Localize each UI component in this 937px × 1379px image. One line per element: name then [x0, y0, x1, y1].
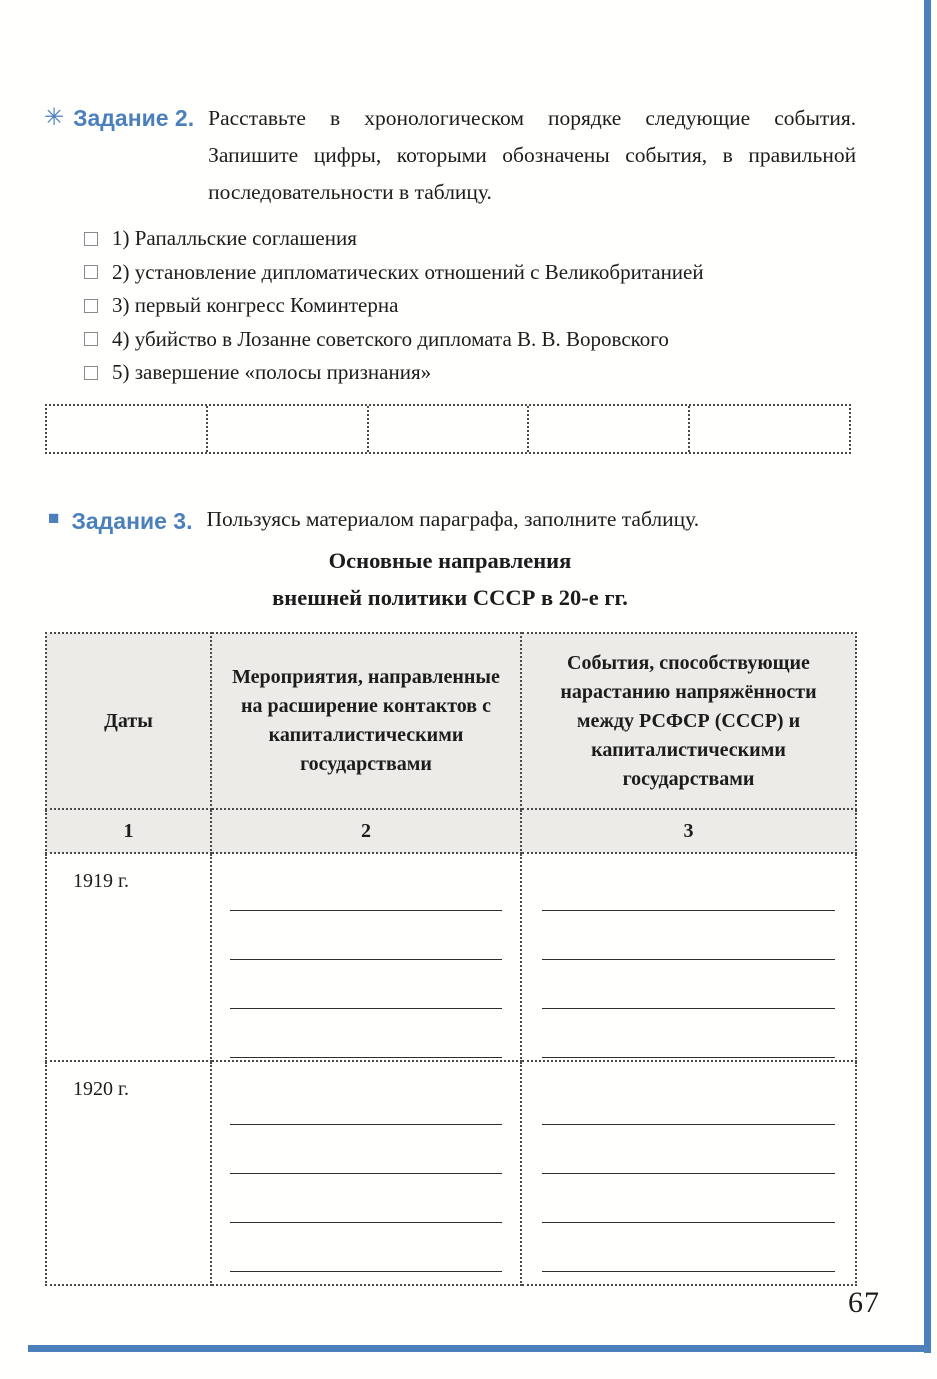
task-2-label: Задание 2.	[73, 105, 195, 131]
event-item-text: 1) Рапалльские соглашения	[112, 226, 357, 251]
blank-write-line[interactable]	[542, 960, 835, 1009]
column-header-dates: Даты	[46, 633, 211, 809]
checkbox-icon[interactable]	[84, 299, 98, 313]
answer-cell[interactable]	[47, 406, 208, 452]
blank-write-line[interactable]	[542, 1125, 835, 1174]
task-3-instruction: Пользуясь материалом параграфа, заполните таблицу.	[206, 507, 700, 531]
blank-write-line[interactable]	[542, 1174, 835, 1223]
column-number: 2	[211, 809, 521, 853]
task-2-event-list	[84, 222, 884, 390]
date-cell: 1919 г.	[46, 853, 211, 1061]
event-item-text: 2) установление дипломатических отношений с Великобританией	[112, 259, 704, 284]
blank-write-line[interactable]	[542, 862, 835, 911]
checkbox-icon[interactable]	[84, 265, 98, 279]
task-3-header	[48, 503, 878, 539]
list-item	[84, 256, 884, 290]
column-number: 1	[46, 809, 211, 853]
event-item-text: 3) первый конгресс Коминтерна	[112, 293, 399, 318]
events-write-cell[interactable]	[521, 1061, 856, 1285]
square-bullet-icon: ■	[48, 508, 60, 529]
blank-write-line[interactable]	[542, 1223, 835, 1272]
table-title-line-2: внешней политики СССР в 20-е гг.	[272, 585, 628, 610]
foreign-policy-table	[45, 632, 857, 1286]
answer-cell[interactable]	[369, 406, 530, 452]
blank-write-line[interactable]	[542, 1009, 835, 1058]
table-row	[46, 853, 856, 1061]
measures-write-cell[interactable]	[211, 853, 521, 1061]
table-title	[45, 542, 855, 616]
asterisk-icon: ✳	[44, 105, 65, 131]
checkbox-icon[interactable]	[84, 332, 98, 346]
task-2-answer-table	[45, 404, 851, 454]
checkbox-icon[interactable]	[84, 366, 98, 380]
list-item	[84, 289, 884, 323]
events-write-cell[interactable]	[521, 853, 856, 1061]
page-edge-bar-bottom	[28, 1345, 931, 1352]
task-2-header	[44, 100, 874, 211]
list-item	[84, 356, 884, 390]
date-cell: 1920 г.	[46, 1061, 211, 1285]
blank-write-line[interactable]	[230, 911, 501, 960]
list-item	[84, 323, 884, 357]
column-header-measures: Мероприятия, направленные на расширение контактов с капиталистическими государствами	[211, 633, 521, 809]
blank-write-line[interactable]	[542, 911, 835, 960]
blank-write-line[interactable]	[230, 1009, 501, 1058]
blank-write-line[interactable]	[230, 1174, 501, 1223]
column-header-events: События, способствующие нарастанию напряжённости между РСФСР (СССР) и капиталистическими государствами	[521, 633, 856, 809]
task-2-instruction: Расставьте в хронологическом порядке следующие события. Запишите цифры, которыми обозначены события, в правильной последовательности в таблицу.	[208, 106, 857, 204]
measures-write-cell[interactable]	[211, 1061, 521, 1285]
page-number: 67	[848, 1286, 880, 1319]
blank-write-line[interactable]	[230, 1125, 501, 1174]
event-item-text: 5) завершение «полосы признания»	[112, 360, 432, 385]
page-edge-bar-right	[924, 0, 931, 1353]
task-3-label: Задание 3.	[71, 508, 193, 534]
table-row	[46, 1061, 856, 1285]
blank-write-line[interactable]	[230, 1076, 501, 1125]
column-number: 3	[521, 809, 856, 853]
blank-write-line[interactable]	[230, 960, 501, 1009]
event-item-text: 4) убийство в Лозанне советского дипломата В. В. Воровского	[112, 326, 669, 351]
blank-write-line[interactable]	[230, 862, 501, 911]
answer-cell[interactable]	[529, 406, 690, 452]
table-header-row	[46, 633, 856, 809]
column-number-row	[46, 809, 856, 853]
blank-write-line[interactable]	[542, 1076, 835, 1125]
list-item	[84, 222, 884, 256]
answer-cell[interactable]	[690, 406, 849, 452]
checkbox-icon[interactable]	[84, 232, 98, 246]
answer-cell[interactable]	[208, 406, 369, 452]
blank-write-line[interactable]	[230, 1223, 501, 1272]
table-title-line-1: Основные направления	[328, 548, 572, 573]
